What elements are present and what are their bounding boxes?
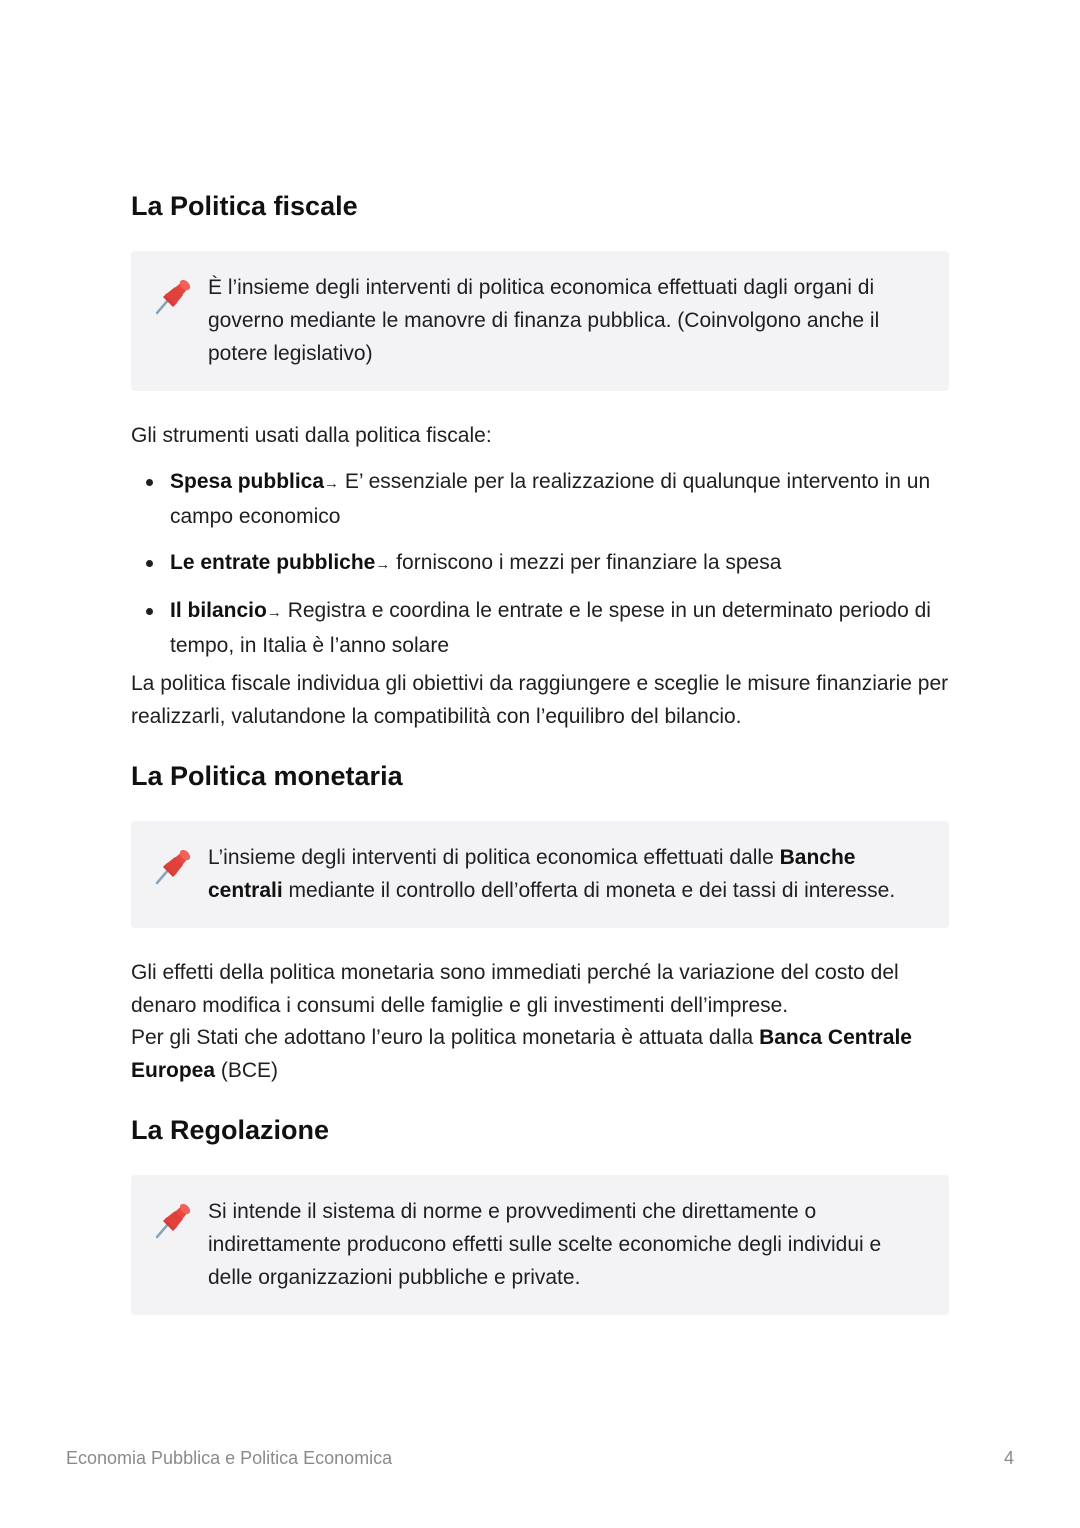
callout-bold-text: Banche centrali: [208, 846, 856, 902]
callout-text: Si intende il sistema di norme e provvedimenti che direttamente o indirettamente producono effetti sulle scelte economiche degli individui e delle organizzazioni pubbliche e private.: [208, 1200, 882, 1289]
pushpin-icon: [153, 1201, 193, 1241]
callout-text: È l’insieme degli interventi di politica economica effettuati dagli organi di governo mediante le manovre di finanza pubblica. (Coinvolgono anche il potere legislativo): [208, 276, 880, 365]
arrow-icon: →: [324, 475, 340, 492]
page-number: 4: [1003, 1448, 1014, 1468]
item-text: E’ essenziale per la realizzazione di qualunque intervento in un campo economico: [170, 470, 931, 528]
arrow-icon: →: [266, 604, 282, 621]
fiscal-closing-paragraph: La politica fiscale individua gli obiettivi da raggiungere e sceglie le misure finanziarie per realizzarli, valutandone la compatibilità con l’equilibro del bilancio.: [131, 672, 949, 728]
item-text: Registra e coordina le entrate e le spese in un determinato periodo di tempo, in Italia è l’anno solare: [170, 599, 931, 657]
list-item: [170, 546, 949, 581]
list-item: [170, 594, 949, 662]
item-term: Spesa pubblica: [170, 470, 325, 493]
footer-title: Economia Pubblica e Politica Economica: [66, 1448, 393, 1468]
callout-text: mediante il controllo dell’offerta di moneta e dei tassi di interesse.: [282, 879, 896, 902]
paragraph-text: Per gli Stati che adottano l’euro la politica monetaria è attuata dalla: [131, 1026, 760, 1049]
tools-list: [131, 465, 949, 675]
paragraph-text: (BCE): [215, 1059, 279, 1082]
list-item: [170, 465, 949, 533]
heading-politica-fiscale: La Politica fiscale: [131, 191, 358, 221]
callout-regolazione: [131, 1175, 949, 1315]
callout-politica-fiscale: [131, 251, 949, 391]
callout-politica-monetaria: [131, 821, 949, 928]
heading-regolazione: La Regolazione: [131, 1115, 330, 1145]
tools-intro: Gli strumenti usati dalla politica fiscale:: [131, 424, 492, 447]
item-text: forniscono i mezzi per finanziare la spesa: [390, 551, 782, 574]
monetary-paragraph: Gli effetti della politica monetaria sono immediati perché la variazione del costo del denaro modifica i consumi delle famiglie e gli investimenti dell’imprese.: [131, 961, 899, 1017]
bce-bold-text: Banca Centrale Europea: [131, 1026, 912, 1082]
heading-politica-monetaria: La Politica monetaria: [131, 761, 403, 791]
arrow-icon: →: [375, 556, 391, 573]
item-term: Le entrate pubbliche: [170, 551, 376, 574]
callout-text: L’insieme degli interventi di politica economica effettuati dalle: [208, 846, 780, 869]
bce-paragraph: [131, 1021, 949, 1087]
item-term: Il bilancio: [170, 599, 267, 622]
pushpin-icon: [153, 277, 193, 317]
pushpin-icon: [153, 847, 193, 887]
